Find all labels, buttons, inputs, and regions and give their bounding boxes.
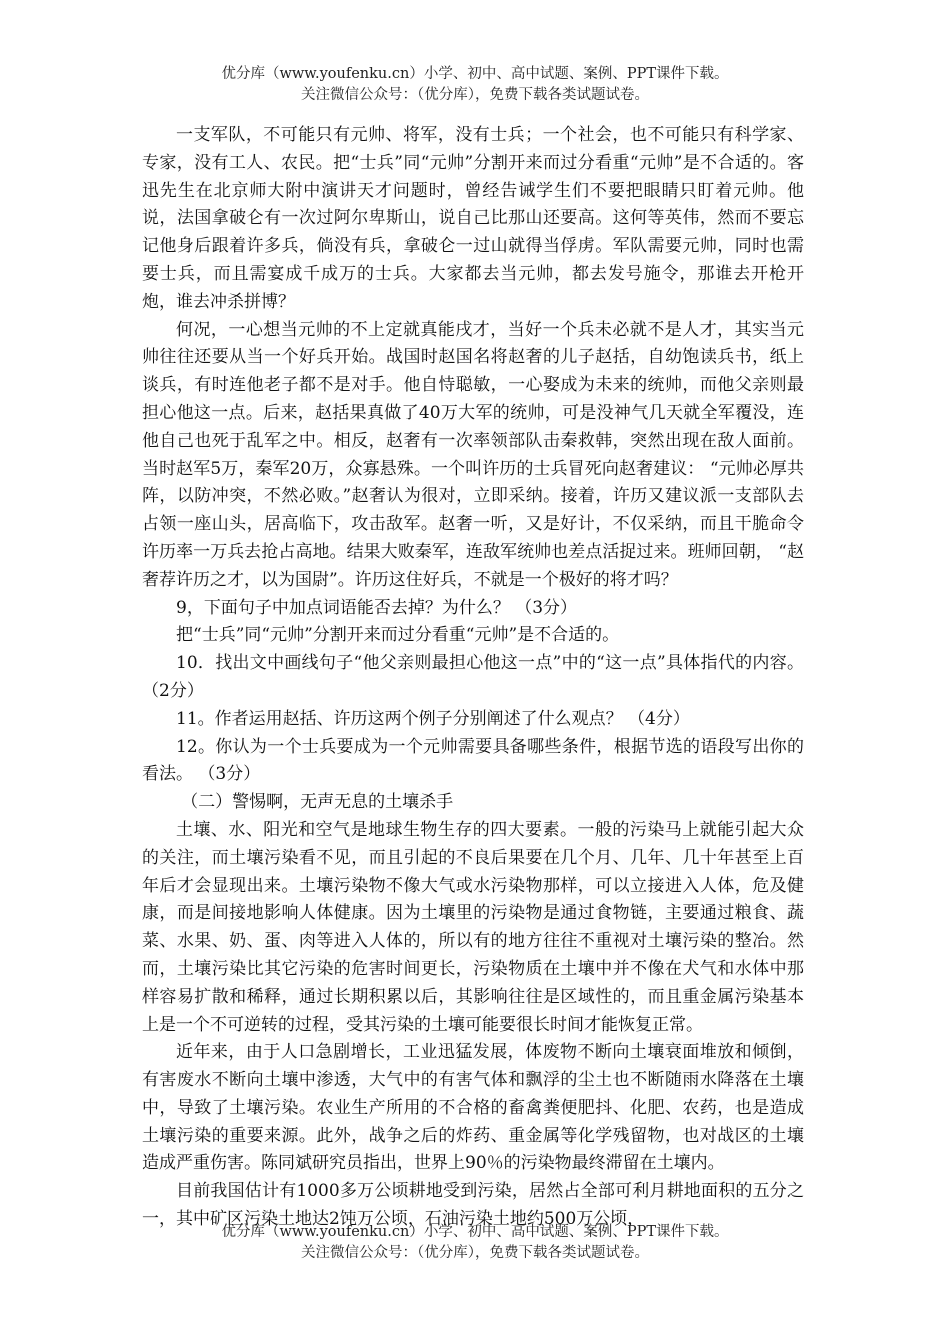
document-body (142, 122, 804, 1234)
question-10: 10．找出文中画线句子“他父亲则最担心他这一点”中的“这一点”具体指代的内容。 （2分） (142, 653, 804, 701)
footer-line-2: 关注微信公众号：（优分库），免费下载各类试题试卷。 (301, 1245, 649, 1261)
question-12: 12。你认为一个士兵要成为一个元帅需要具备哪些条件，根据节选的语段写出你的看法。 （3分） (142, 736, 804, 785)
passage1-paragraph-2: 何况，一心想当元帅的不上定就真能戌才，当好一个兵未必就不是人才，其实当元帅往往还要从当一个好兵开始。战国时赵国名将赵奢的儿子赵括，自幼饱读兵书，纸上谈兵，有时连他老子都不是对手。他自恃聪敏，一心娶成为未来的统帅，而他父亲则最担心他这一点。后来，赵括果真做了40万大军的统帅，可是没神气几天就全军覆没，连他自己也死于乱军之中。相反，赵奢有一次率领部队击秦救韩，突然出现在敌人面前。当时赵军5万，秦军20万，众寡悬殊。一个叫许历的士兵冒死向赵奢建议： “元帅必厚共阵，以防冲突，不然必败。”赵奢认为很对，立即采纳。接着，许历又建议派一支部队去占领一座山头，居高临下，攻击敌军。赵奢一听，又是好计，不仅采纳，而且干脆命令许历率一万兵去抢占高地。结果大败秦军，连敌军统帅也差点活捉过来。班师回朝， “赵奢荐许历之才，以为国尉”。许历这住好兵，不就是一个极好的将才吗？ (142, 319, 804, 590)
question-11: 11。作者运用赵括、许历这两个例子分别阐述了什么观点？ （4分） (176, 708, 690, 729)
section2-paragraph-3: 目前我国估计有1000多万公顷耕地受到污染，居然占全部可利月耕地面积的五分之一，其中矿区污染土地达2饨万公顷，石油污染土地约500万公顷， (142, 1181, 804, 1230)
question-9-sentence: 把“士兵”同“元帅”分割开来而过分看重“元帅”是不合适的。 (176, 625, 620, 646)
header-line-2: 关注微信公众号：（优分库），免费下载各类试题试卷。 (301, 87, 649, 103)
page-footer (0, 1222, 950, 1264)
page-header (0, 64, 950, 106)
section2-paragraph-2: 近年来，由于人口急剧增长，工业迅猛发展，体废物不断向土壤衰面堆放和倾倒，有害废水不断向土壤中渗透，大气中的有害气体和飘浮的尘土也不断随雨水降落在土壤中，导致了土壤污染。农业生产所用的不合格的畜禽粪便肥抖、化肥、农药，也是造成土壤污染的重要来源。此外，战争之后的炸药、重金属等化学残留物，也对战区的土壤造成严重伤害。陈同斌研究员指出，世界上90％的污染物最终滞留在土壤内。 (142, 1042, 804, 1174)
footer-line-1: 优分库（www.youfenku.cn）小学、初中、高中试题、案例、PPT课件下载。 (221, 1224, 729, 1240)
passage1-paragraph-1: 一支军队，不可能只有元帅、将军，没有士兵；一个社会，也不可能只有科学家、专家，没有工人、农民。把“士兵”同“元帅”分割开来而过分看重“元帅”是不合适的。客迅先生在北京师大附中演讲天才问题时，曾经告诫学生们不要把眼睛只盯着元帅。他说，法国拿破仑有一次过阿尔卑斯山，说自己比那山还要高。这何等英伟，然而不要忘记他身后跟着许多兵，倘没有兵，拿破仑一过山就得当俘虏。军队需要元帅，同时也需要士兵，而且需宴成千成万的士兵。大家都去当元帅，都去发号施令，那谁去开枪开炮，谁去冲杀拼博？ (142, 125, 804, 312)
section2-title: （二）警惕啊，无声无息的土壤杀手 (181, 792, 454, 813)
question-9: 9，下面句子中加点词语能否去掉？为什么？ （3分） (176, 597, 578, 618)
section2-paragraph-1: 土壤、水、阳光和空气是地球生物生存的四大要素。一般的污染马上就能引起大众的关注，而土壤污染看不见，而且引起的不良后果要在几个月、几年、几十年甚至上百年后才会显现出来。土壤污染物不像大气或水污染物那样，可以立接进入人体，危及健康，而是间接地影响人体健康。因为土壤里的污染物是通过食物链，主要通过粮食、蔬菜、水果、奶、蛋、肉等进入人体的，所以有的地方往往不重视对土壤污染的整冶。然而，土壤污染比其它污染的危害时间更长，污染物质在土壤中并不像在犬气和水体中那样容易扩散和稀释，通过长期积累以后，其影响往往是区域性的，而且重金属污染基本上是一个不可逆转的过程，受其污染的土壤可能要很长时间才能恢复正常。 (142, 819, 804, 1035)
header-line-1: 优分库（www.youfenku.cn）小学、初中、高中试题、案例、PPT课件下载。 (221, 66, 729, 82)
